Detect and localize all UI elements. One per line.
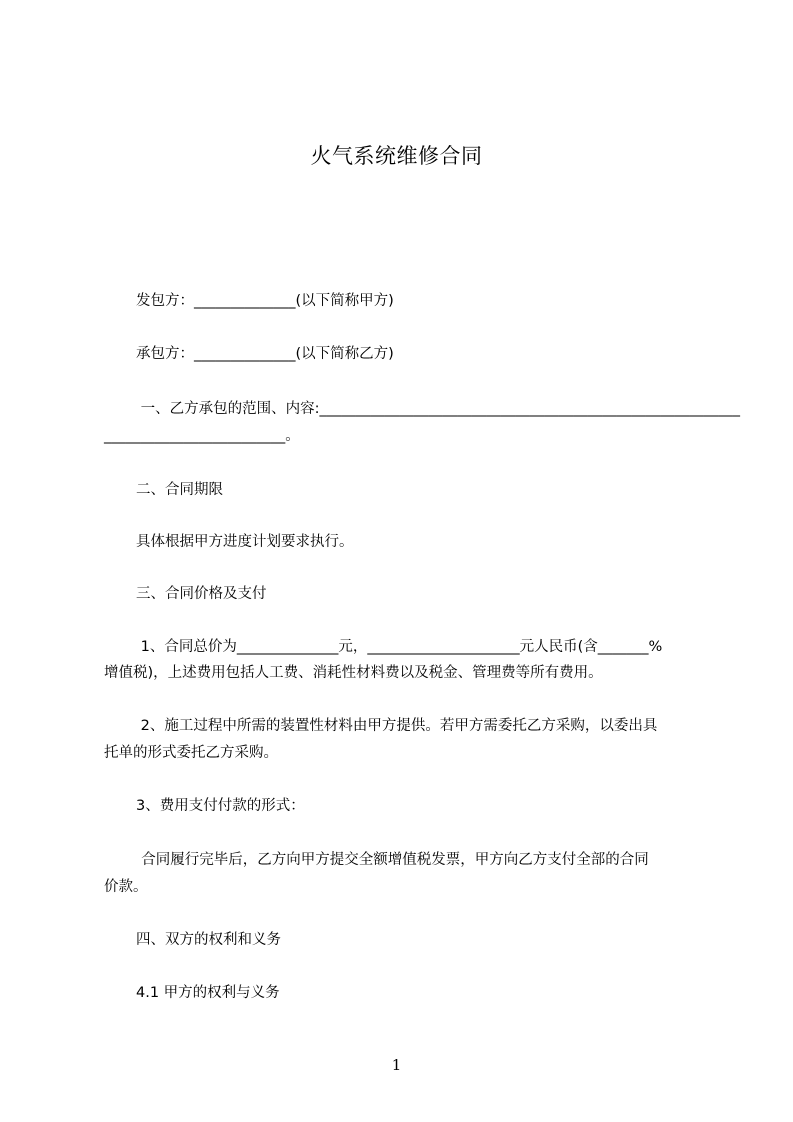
section-4-heading: 四、双方的权利和义务: [136, 932, 281, 948]
party-a-line: 发包方：______________(以下简称甲方): [136, 293, 394, 309]
party-b-line: 承包方：______________(以下简称乙方): [136, 346, 394, 362]
document-title: 火气系统维修合同: [310, 144, 483, 168]
clause-3-1-line-2: 增值税)，上述费用包括人工费、消耗性材料费以及税金、管理费等所有费用。: [104, 665, 603, 681]
section-1-heading: 一、乙方承包的范围、内容:__________________________________________________________: [136, 401, 740, 417]
section-2-body: 具体根据甲方进度计划要求执行。: [136, 534, 354, 550]
subsection-4-1-heading: 4.1 甲方的权利与义务: [136, 985, 280, 1001]
clause-3-3-heading: 3、费用支付付款的形式：: [136, 798, 305, 814]
section-3-heading: 三、合同价格及支付: [136, 586, 267, 602]
section-2-heading: 二、合同期限: [136, 482, 223, 498]
clause-3-2-line-1: 2、施工过程中所需的装置性材料由甲方提供。若甲方需委托乙方采购，以委出具: [136, 718, 658, 734]
payment-terms-line-1: 合同履行完毕后，乙方向甲方提交全额增值税发票，甲方向乙方支付全部的合同: [132, 852, 649, 868]
clause-3-1-line-1: 1、合同总价为______________元，_____________________元人民币(含_______%: [136, 639, 663, 655]
section-1-continuation: _________________________。: [104, 428, 300, 444]
payment-terms-line-2: 价款。: [104, 879, 148, 895]
clause-3-2-line-2: 托单的形式委托乙方采购。: [104, 745, 278, 761]
page-number: 1: [391, 1056, 402, 1074]
